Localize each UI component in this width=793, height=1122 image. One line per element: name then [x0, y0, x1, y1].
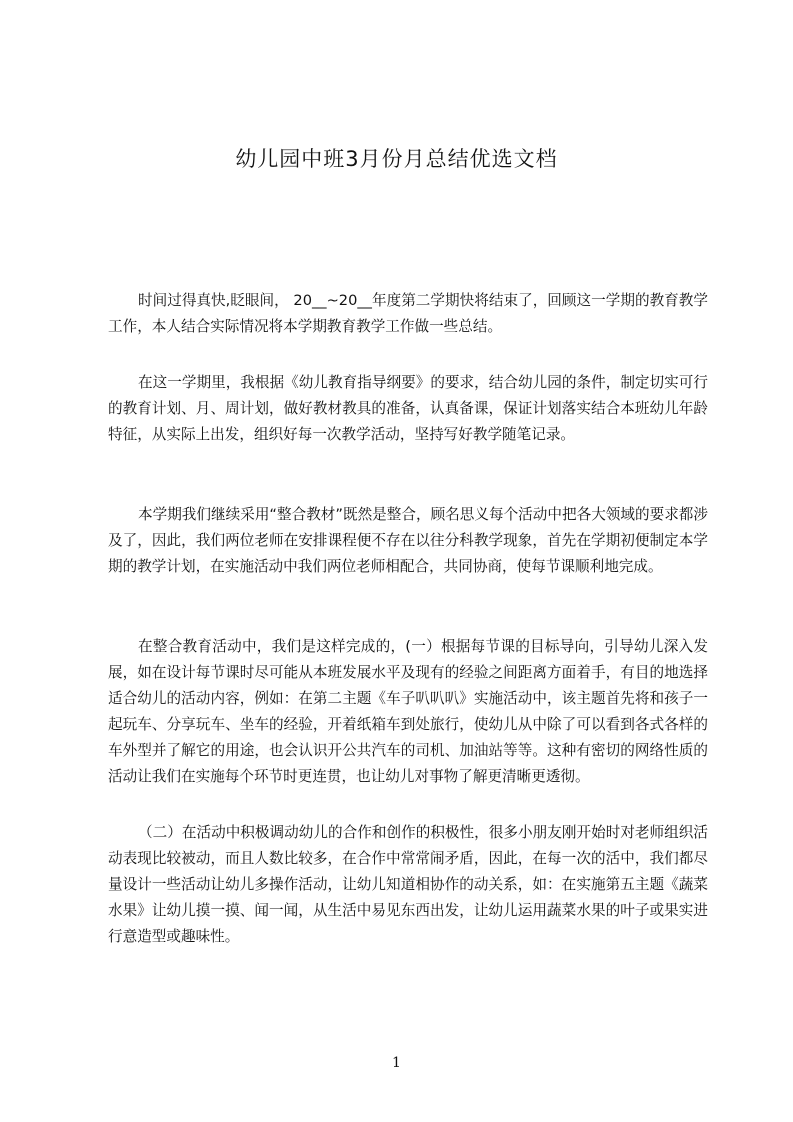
page-number: 1 [392, 1055, 401, 1071]
document-title: 幼儿园中班3月份月总结优选文档 [235, 147, 558, 171]
paragraph-cooperation: （二）在活动中积极调动幼儿的合作和创作的积极性，很多小朋友刚开始时对老师组织活动表现比较被动，而且人数比较多，在合作中常常闹矛盾，因此，在每一次的活中，我们都尽量设计一些活动让幼儿多操作活动，让幼儿知道相协作的动关系，如：在实施第五主题《蔬菜水果》让幼儿摸一摸、闻一闻，从生活中易见东西出发，让幼儿运用蔬菜水果的叶子或果实进行意造型或趣味性。 [108, 824, 708, 945]
paragraph-planning: 在这一学期里，我根据《幼儿教育指导纲要》的要求，结合幼儿园的条件，制定切实可行的教育计划、月、周计划，做好教材教具的准备，认真备课，保证计划落实结合本班幼儿年龄特征，从实际上出发，组织好每一次教学活动，坚持写好教学随笔记录。 [108, 374, 708, 443]
paragraph-integrated-activities: 在整合教育活动中，我们是这样完成的，(一）根据每节课的目标导向，引导幼儿深入发展，如在设计每节课时尽可能从本班发展水平及现有的经验之间距离方面着手，有目的地选择适合幼儿的活动内容，例如：在第二主题《车子叭叭叭》实施活动中，该主题首先将和孩子一起玩车、分享玩车、坐车的经验，开着纸箱车到处旅行，使幼儿从中除了可以看到各式各样的车外型并了解它的用途，也会认识开公共汽车的司机、加油站等等。这种有密切的网络性质的活动让我们在实施每个环节时更连贯，也让幼儿对事物了解更清晰更透彻。 [108, 638, 708, 785]
paragraph-intro: 时间过得真快,眨眼间， 20__~20__年度第二学期快将结束了，回顾这一学期的教育教学工作，本人结合实际情况将本学期教育教学工作做一些总结。 [108, 292, 708, 335]
paragraph-integrated-materials: 本学期我们继续采用“整合教材”既然是整合，顾名思义每个活动中把各大领域的要求都涉及了，因此，我们两位老师在安排课程便不存在以往分科教学现象，首先在学期初便制定本学期的教学计划，在实施活动中我们两位老师相配合，共同协商，使每节课顺利地完成。 [108, 506, 708, 575]
